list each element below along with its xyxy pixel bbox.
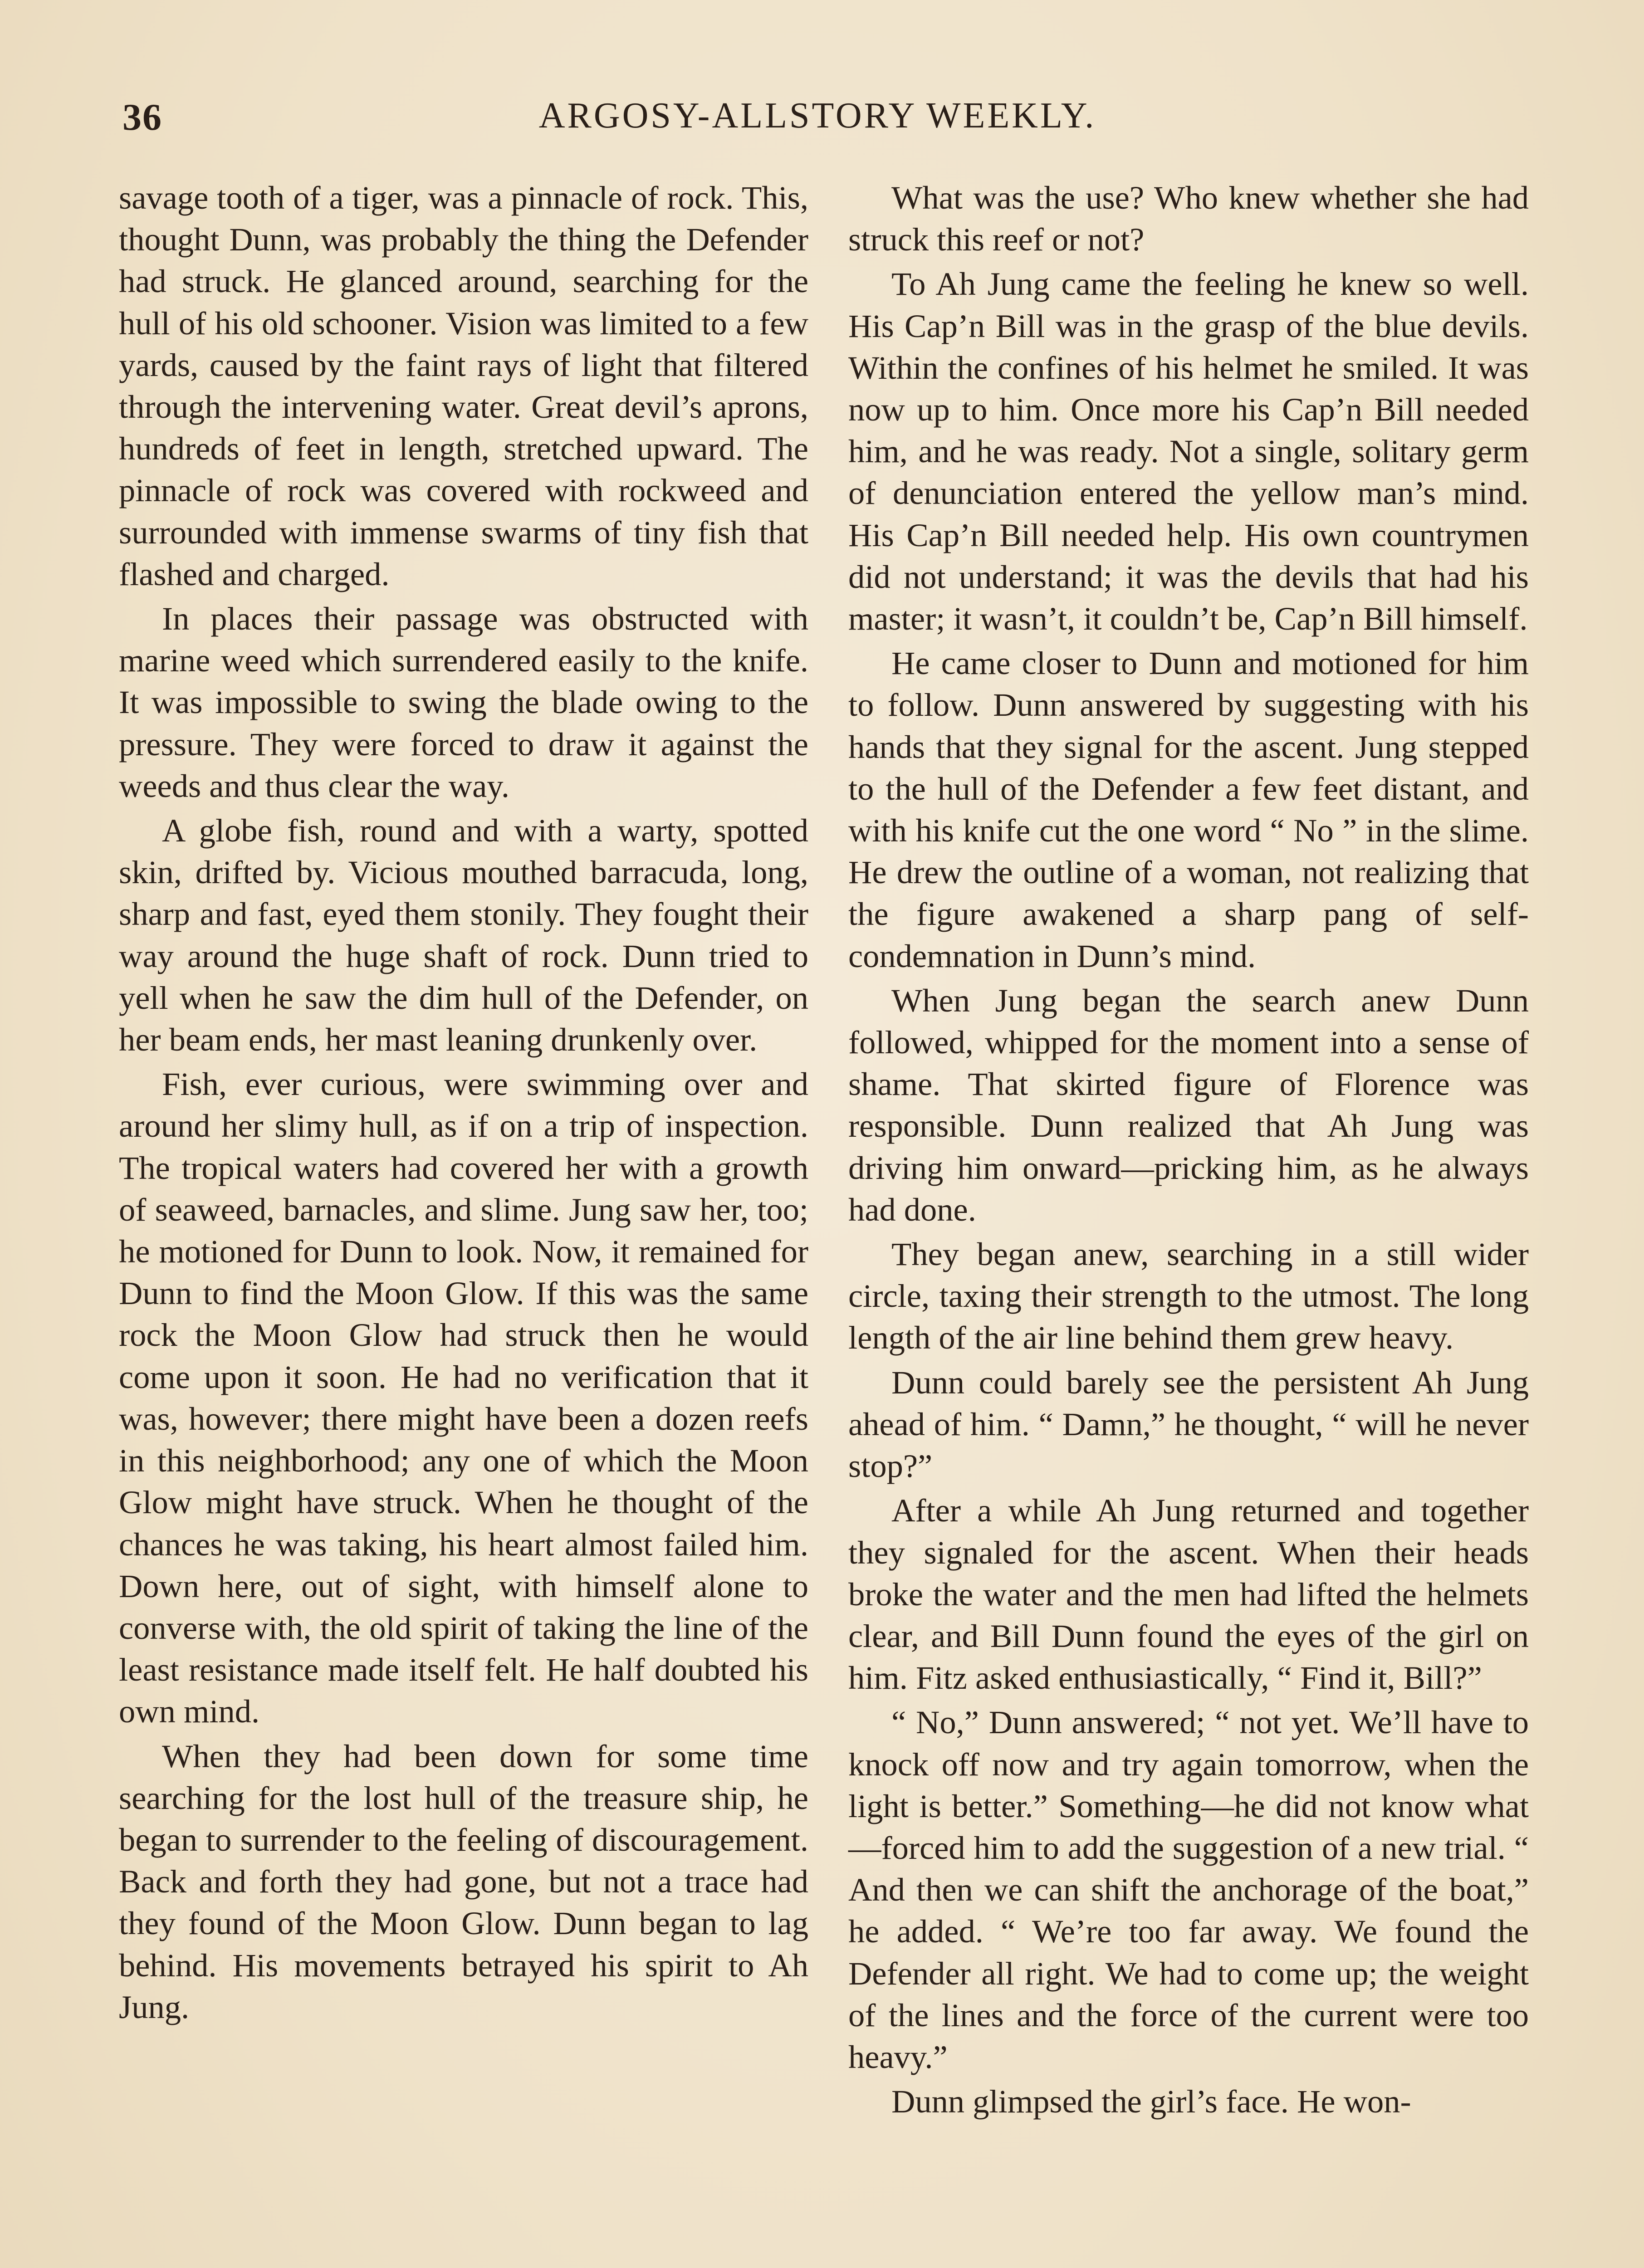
running-title: ARGOSY-ALLSTORY WEEKLY. bbox=[538, 96, 1096, 136]
paragraph: To Ah Jung came the feeling he knew so well. His Cap’n Bill was in the grasp of the blue devils. Within the confines of his helmet he smiled. It was now up to him. Once more his Cap’n Bill needed him, and he was ready. Not a single, solitary germ of denunciation entered the yellow man’s mind. His Cap’n Bill needed help. His own countrymen did not understand; it was the devils that had his master; it wasn’t, it couldn’t be, Cap’n Bill himself. bbox=[848, 265, 1529, 637]
page-header bbox=[100, 91, 1535, 150]
right-column bbox=[848, 177, 1529, 2122]
paragraph: Dunn glimpsed the girl’s face. He won- bbox=[891, 2083, 1411, 2120]
paragraph: After a while Ah Jung returned and together they signaled for the ascent. When their heads broke the water and the men had lifted the helmets clear, and Bill Dunn found the eyes of the girl on him. Fitz asked enthusiastically, “ Find it, Bill?” bbox=[848, 1492, 1529, 1696]
paragraph: When they had been down for some time searching for the lost hull of the treasure ship, he began to surrender to the feeling of discouragement. Back and forth they had gone, but not a trace had they found of the Moon Glow. Dunn began to lag behind. His movements betrayed his spirit to Ah Jung. bbox=[119, 1737, 808, 2025]
paragraph: He came closer to Dunn and motioned for him to follow. Dunn answered by suggesting with his hands that they signal for the ascent. Jung stepped to the hull of the Defender a few feet distant, and with his knife cut the one word “ No ” in the slime. He drew the outline of a woman, not realizing that the figure awakened a sharp pang of self-condemnation in Dunn’s mind. bbox=[848, 645, 1529, 974]
paragraph: They began anew, searching in a still wider circle, taxing their strength to the utmost. The long length of the air line behind them grew heavy. bbox=[848, 1236, 1529, 1356]
paragraph: “ No,” Dunn answered; “ not yet. We’ll have to knock off now and try again tomorrow, when the light is better.” Something—he did not know what—forced him to add the suggestion of a new trial. “ And then we can shift the anchorage of the boat,” he added. “ We’re too far away. We found the Defender all right. We had to come up; the weight of the lines and the force of the current were too heavy.” bbox=[848, 1704, 1529, 2075]
paragraph: When Jung began the search anew Dunn followed, whipped for the moment into a sense of shame. That skirted figure of Florence was responsible. Dunn realized that Ah Jung was driving him onward—pricking him, as he always had done. bbox=[848, 982, 1529, 1228]
paragraph: A globe fish, round and with a warty, spotted skin, drifted by. Vicious mouthed barracuda, long, sharp and fast, eyed them stonily. They fought their way around the huge shaft of rock. Dunn tried to yell when he saw the dim hull of the Defender, on her beam ends, her mast leaning drunkenly over. bbox=[119, 812, 808, 1058]
paragraph: Fish, ever curious, were swimming over and around her slimy hull, as if on a trip of inspection. The tropical waters had covered her with a growth of seaweed, barnacles, and slime. Jung saw her, too; he motioned for Dunn to look. Now, it remained for Dunn to find the Moon Glow. If this was the same rock the Moon Glow had struck then he would come upon it soon. He had no verification that it was, however; there might have been a dozen reefs in this neighborhood; any one of which the Moon Glow might have struck. When he thought of the chances he was taking, his heart almost failed him. Down here, out of sight, with himself alone to converse with, the old spirit of taking the line of the least resistance made itself felt. He half doubted his own mind. bbox=[119, 1066, 808, 1730]
paragraph: In places their passage was obstructed with marine weed which surrendered easily to the knife. It was impossible to swing the blade owing to the pressure. They were forced to draw it against the weeds and thus clear the way. bbox=[119, 600, 808, 804]
left-column bbox=[119, 177, 808, 2028]
paragraph: savage tooth of a tiger, was a pinnacle of rock. This, thought Dunn, was probably the thing the Defender had struck. He glanced around, searching for the hull of his old schooner. Vision was limited to a few yards, caused by the faint rays of light that filtered through the intervening water. Great devil’s aprons, hundreds of feet in length, stretched upward. The pinnacle of rock was covered with rockweed and surrounded with immense swarms of tiny fish that flashed and charged. bbox=[119, 179, 808, 592]
paragraph: Dunn could barely see the persistent Ah Jung ahead of him. “ Damn,” he thought, “ will he never stop?” bbox=[848, 1364, 1529, 1485]
paragraph: What was the use? Who knew whether she had struck this reef or not? bbox=[848, 179, 1529, 258]
page-number: 36 bbox=[122, 96, 162, 138]
